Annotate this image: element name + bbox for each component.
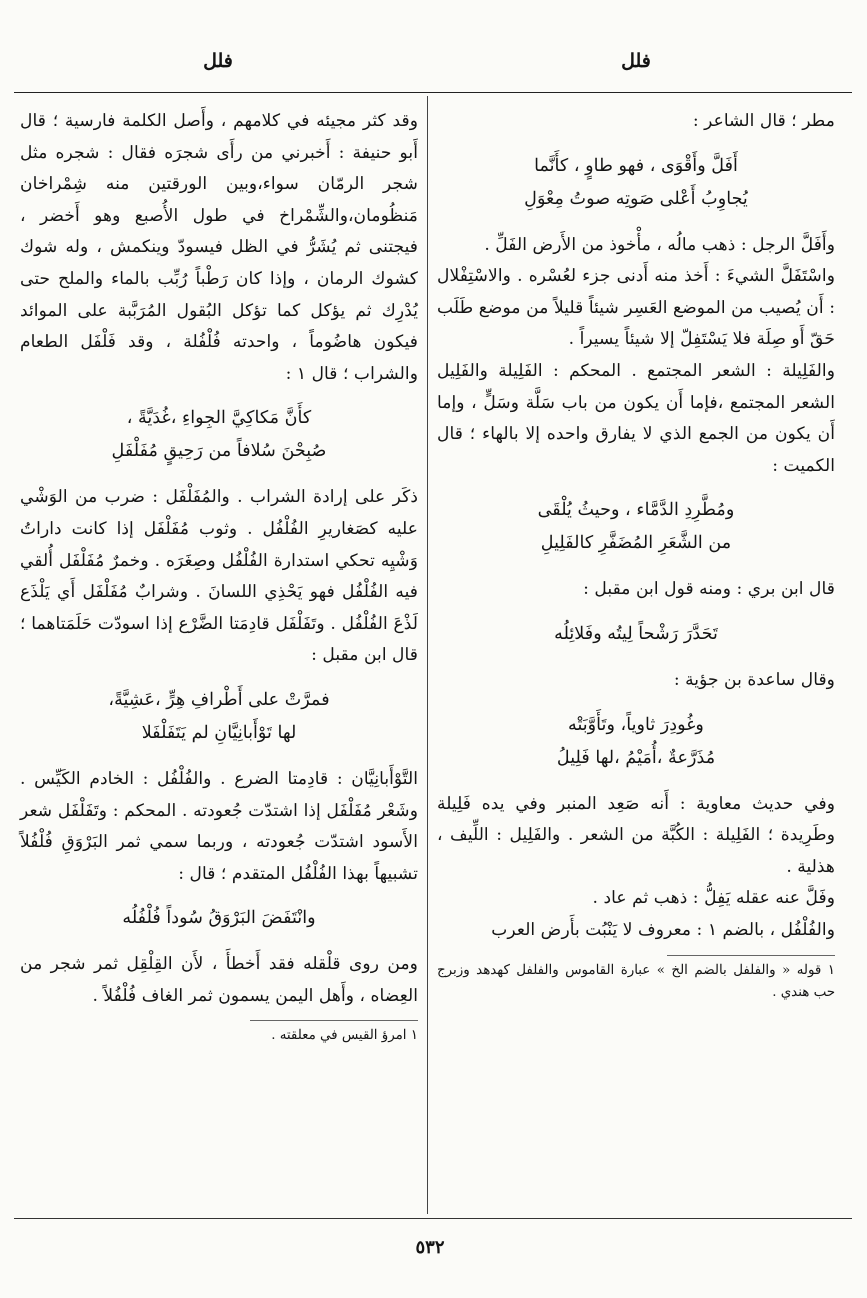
verse [437,150,835,216]
verse-line: مُذَرَّعةٌ ،أُمَيْمُ ،لها فَلِيلُ [556,747,716,768]
footer-rule [14,1218,852,1219]
verse [20,684,418,750]
verse-line: فمرَّتْ على أَطْرافِ هِرٍّ ،عَشِيَّةً، [108,689,330,710]
column-divider [427,96,428,1214]
verse-line: أَفَلَّ وأَقْوَى ، فهو طاوٍ ، كأَنَّما [534,155,738,176]
paragraph: وفي حديث معاوية : أَنه صَعِد المنبر وفي يده فَلِيلة وطَرِيدة ؛ الفَلِيلة : الكُبَّة من الشعر . والفَلِيل : اللِّيف ، هذلية . [437,793,835,877]
paragraph: ذكَر على إرادة الشراب . والمُفَلْفَل : ضرب من الوَشْي عليه كصَغاريرِ الفُلْفُل . وثوب مُفَلْفَل إذا كانت داراتُ وَشْيِه تحكي استدارة الفُلْفُل وصِغَرَه . وخمرٌ مُفَلْفَل أُلقي فيه الفُلْفُل فهو يَحْذِي اللسانَ . وشرابٌ مُفَلْفَل أَي يَلْذَع لَذْعَ الفُلْفُل . وتَفَلْفَل قادِمَتا الضَّرْع إذا اسودّت حَلَمَتاهما ؛ قال ابن مقبل : [20,487,418,666]
verse-line: وغُودِرَ ثاوياً، وتَأَوَّبَتْه [568,714,704,735]
page-number: ٥٣٢ [415,1237,445,1258]
paragraph: ومن روى قلْقله فقد أَخطأَ ، لأَن القِلْقِل ثمر شجر من العِضاه ، وأَهل اليمن يسمون ثمر الغاف فُلْفُلاً . [20,954,418,1006]
verse-line: وانْتَفَضَ البَرْوَقُ سُوداً فُلْفُلُه [122,908,316,929]
verse-line: صُبِحْنَ سُلافاً من رَحِيقٍ مُفَلْفَلِ [111,441,327,462]
paragraph: وقال ساعدة بن جؤية : [673,669,835,690]
verse-line: تَحَدَّرَ رَشْحاً لِيتُه وفَلائِلُه [554,623,718,644]
verse-line: يُجاوِبُ أَعْلى صَوتِه صوتُ مِعْوَلِ [524,188,748,209]
paragraph: والفَلِيلة : الشعر المجتمع . المحكم : الفَلِيلة والفَلِيل الشعر المجتمع ،فإما أَن يكون من باب سَلَّة وسَلٍّ ، وإما أَن يكون من الجمع الذي لا يفارق واحده إلا بالهاء ؛ قال الكميت : [437,360,835,476]
paragraph: وفَلَّ عنه عقله يَفِلُّ : ذهب ثم عاد . [592,888,835,909]
paragraph: واسْتَفَلَّ الشيءَ : أَخذ منه أَدنى جزء لعُسْره . والاسْتِفْلال : أَن يُصيب من الموضع العَسِر شيئاً قليلاً من موضع طَلَب حَقّ أَو صِلَة فلا يَسْتَفِلّ إلا شيئاً يسيراً . [437,266,835,350]
verse [437,618,835,651]
paragraph: التَّوْأَبانِيَّان : قادِمتا الضرع . والفُلْفُل : الخادم الكَيِّس . وشَعْر مُفَلْفَل إذا اشتدّت جُعودته . المحكم : وتَفَلْفَل شعر الأَسود اشتدّت جُعودته ، وربما سمي ثمر البَرْوَقِ فُلْفُلاً تشبيهاً بهذا الفُلْفُل المتقدم ؛ قال : [20,768,418,884]
running-header-left: فلل [203,50,233,72]
paragraph: قال ابن بري : ومنه قول ابن مقبل : [583,579,835,600]
verse [20,402,418,468]
verse [437,494,835,560]
footnote-rule [667,955,835,956]
footnote-rule [250,1020,418,1021]
verse-line: ومُطَّرِدِ الدَّمَّاء ، وحيثُ يُلْقَى [537,500,735,521]
verse-line: لها تَوْأَبانِيَّانِ لم يَتَفَلْفَلا [141,722,297,743]
verse-line: كأَنَّ مَكاكِيَّ الجِواءِ ،غُدَيَّةً ، [126,408,312,429]
verse [437,709,835,775]
running-header-right: فلل [621,50,651,72]
left-column [20,106,418,1047]
paragraph: مطر ؛ قال الشاعر : [692,111,835,131]
footnote: ١ قوله « والفلفل بالضم الخ » عبارة القاموس والفلفل كهدهد وزبرج حب هندي . [437,962,835,1000]
verse [20,902,418,935]
paragraph: والفُلْفُل ، بالضم ١ : معروف لا يَنْبُت بأَرض العرب [491,919,835,940]
footnote: ١ امرؤ القيس في معلقته . [271,1028,418,1044]
verse-line: من الشَّعَرِ المُضَفَّرِ كالفَلِيلِ [540,533,732,554]
header-rule [14,92,852,93]
paragraph: وقد كثر مجيئه في كلامهم ، وأَصل الكلمة فارسية ؛ قال أَبو حنيفة : أَخبرني من رأَى شجرَه فقال : شجره مثل شجر الرمّان سواء،وبين الورقتين منه شِمْراخان مَنظُومان،والشِّمْراخ في طول الأُصبع وهو أَخضر ، فيجتنى ثم يُشَرُّ في الظل فيسودّ وينكمش ، وله شوك كشوك الرمان ، وإذا كان رَطْباً رُبِّب بالماء والملح حتى يُدْرِك ثم يؤكل كما تؤكل البُقول المُرَبَّبة على الموائد فيكون هاضُوماً ، واحدته فُلْفُلة ، وقد فَلْفَل الطعام والشراب ؛ قال ١ : [20,111,418,384]
right-column [437,106,835,1004]
paragraph: وأَفَلَّ الرجل : ذهب مالُه ، مأْخوذ من الأَرض الفَلِّ . [484,234,835,255]
